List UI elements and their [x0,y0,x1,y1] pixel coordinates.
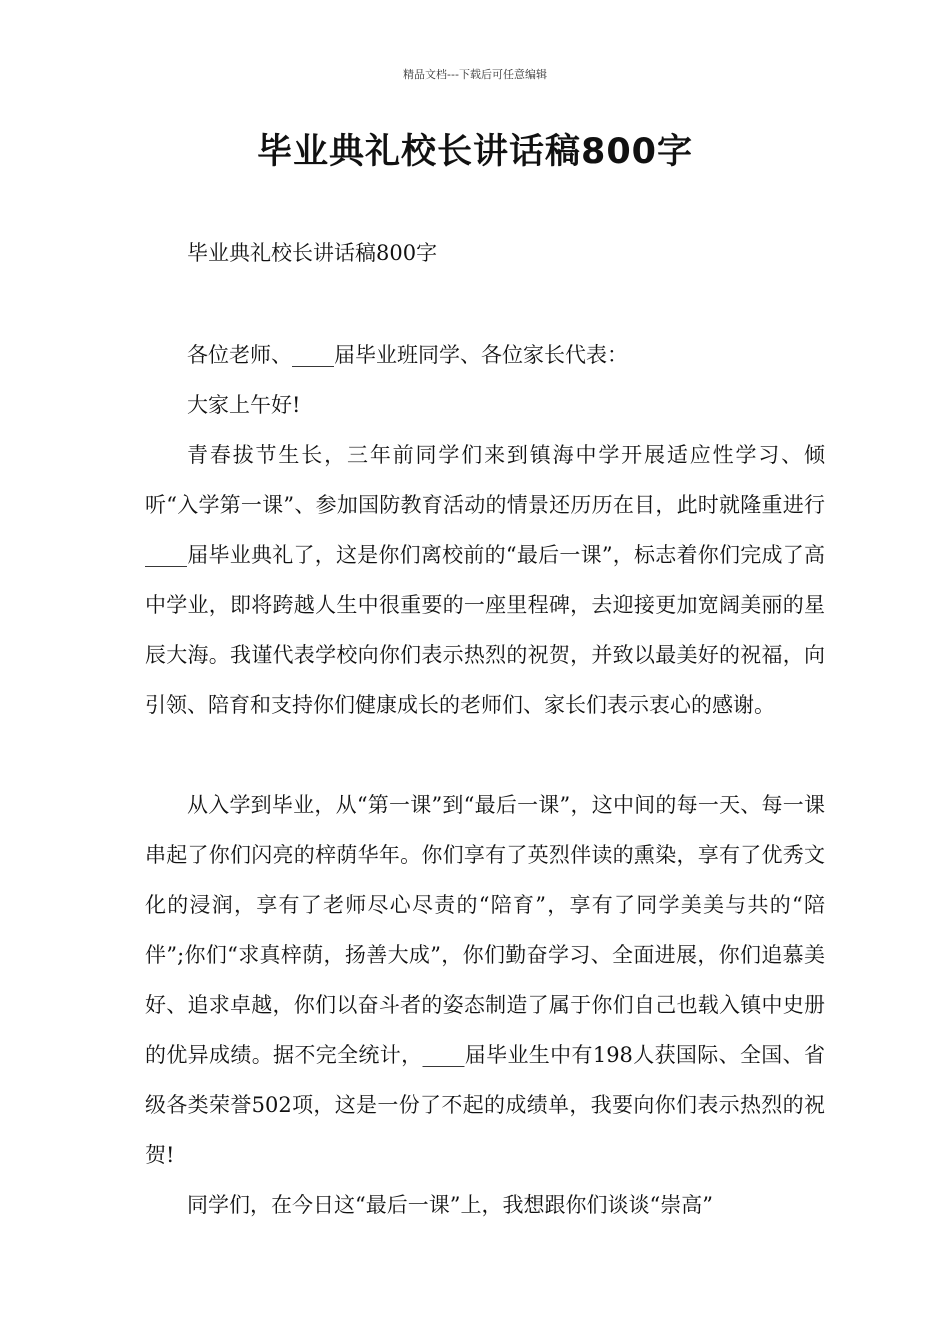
paragraph-3: 同学们，在今日这“最后一课”上，我想跟你们谈谈“崇高” [187,1193,713,1217]
paragraph-2: 从入学到毕业，从“第一课”到“最后一课”，这中间的每一天、每一课串起了你们闪亮的梓荫华年。你们享有了英烈伴读的熏染，享有了优秀文化的浸润，享有了老师尽心尽责的“陪育”，享有了同学美美与共的“陪伴”;你们“求真梓荫，扬善大成”，你们勤奋学习、全面进展，你们追慕美好、追求卓越，你们以奋斗者的姿态制造了属于你们自己也载入镇中史册的优异成绩。据不完全统计，____届毕业生中有198人获国际、全国、省级各类荣誉502项，这是一份了不起的成绩单，我要向你们表示热烈的祝贺! [145,793,825,1167]
paragraph-1: 青春拔节生长，三年前同学们来到镇海中学开展适应性学习、倾听“入学第一课”、参加国防教育活动的情景还历历在目，此时就隆重进行____届毕业典礼了，这是你们离校前的“最后一课”，标志着你们完成了高中学业，即将跨越人生中很重要的一座里程碑，去迎接更加宽阔美丽的星辰大海。我谨代表学校向你们表示热烈的祝贺，并致以最美好的祝福，向引领、陪育和支持你们健康成长的老师们、家长们表示衷心的感谢。 [145,443,825,717]
salutation: 各位老师、____届毕业班同学、各位家长代表： [187,343,628,367]
document-subtitle: 毕业典礼校长讲话稿800字 [187,241,438,265]
page-header-note: 精品文档---下载后可任意编辑 [403,68,547,81]
document-title: 毕业典礼校长讲话稿800字 [256,132,694,172]
greeting: 大家上午好! [187,393,301,417]
